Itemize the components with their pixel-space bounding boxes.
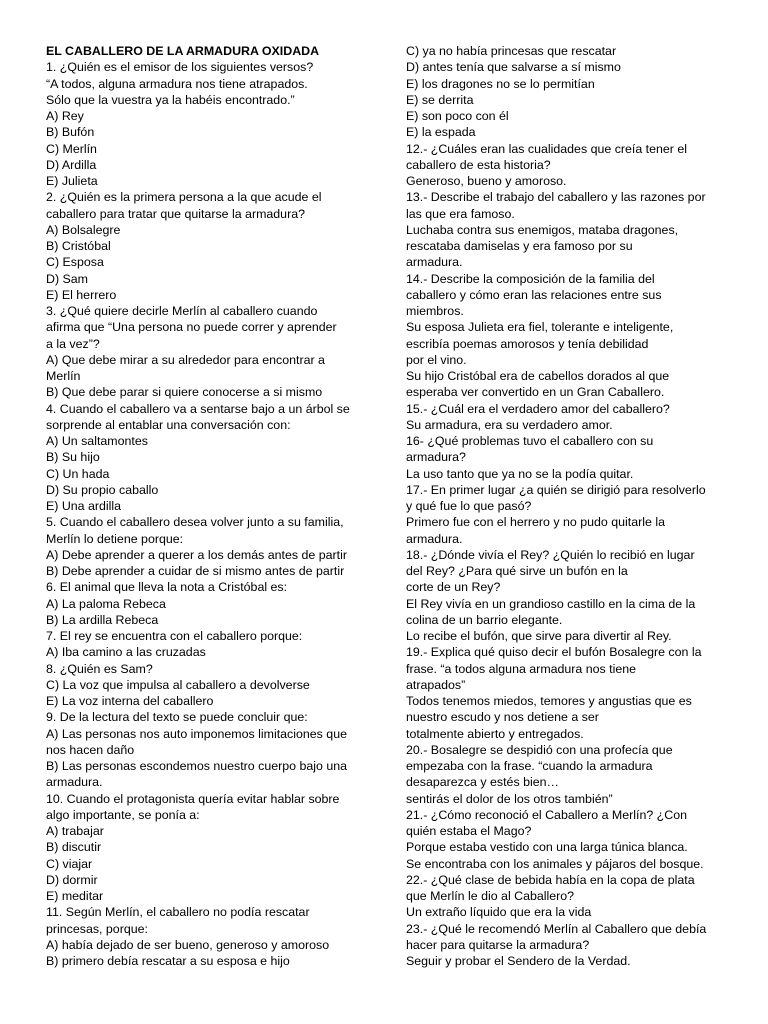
- text-line: C) Un hada: [46, 466, 110, 481]
- text-line: armadura?: [406, 450, 466, 465]
- text-line: B) Que debe parar si quiere conocerse a si mismo: [46, 385, 323, 400]
- text-line: armadura.: [406, 531, 463, 546]
- text-line: totalmente abierto y entregados.: [406, 726, 584, 741]
- text-line: D) Su propio caballo: [46, 482, 159, 497]
- text-line: A) Que debe mirar a su alrededor para encontrar a: [46, 352, 325, 367]
- text-line: que Merlín le dio al Caballero?: [406, 889, 575, 903]
- text-line: Un extraño líquido que era la vida: [406, 905, 592, 920]
- text-line: C) Merlín: [46, 141, 97, 156]
- text-line: 19.- Explica qué quiso decir el bufón Bosalegre con la: [406, 645, 702, 660]
- text-line: C) La voz que impulsa al caballero a devolverse: [46, 677, 310, 692]
- text-line: 6. El animal que lleva la nota a Cristóbal es:: [46, 580, 288, 595]
- text-line: Lo recibe el bufón, que sirve para divertir al Rey.: [406, 629, 672, 643]
- text-line: a la vez”?: [46, 336, 100, 351]
- text-line: El Rey vivía en un grandioso castillo en la cima de la: [406, 596, 696, 611]
- text-line: 12.- ¿Cuáles eran las cualidades que creía tener el: [406, 141, 688, 156]
- text-line: 2. ¿Quién es la primera persona a la que acude el: [46, 190, 322, 205]
- text-line: 4. Cuando el caballero va a sentarse bajo a un árbol se: [46, 401, 350, 416]
- text-line: hacer para quitarse la armadura?: [406, 937, 590, 952]
- text-line: Porque estaba vestido con una larga túnica blanca.: [406, 840, 688, 855]
- text-line: empezaba con la frase. “cuando la armadura: [406, 759, 653, 773]
- text-line: 3. ¿Qué quiere decirle Merlín al caballero cuando: [46, 304, 318, 318]
- text-line: D) Ardilla: [46, 157, 97, 172]
- document-title: EL CABALLERO DE LA ARMADURA OXIDADA: [46, 44, 320, 58]
- text-line: 15.- ¿Cuál era el verdadero amor del caballero?: [406, 401, 670, 416]
- text-line: escribía poemas amorosos y tenía debilidad: [406, 336, 649, 351]
- text-line: princesas, porque:: [46, 921, 148, 936]
- text-line: nuestro escudo y nos detiene a ser: [406, 710, 599, 725]
- text-line: 5. Cuando el caballero desea volver junto a su familia,: [46, 515, 344, 530]
- text-line: 7. El rey se encuentra con el caballero porque:: [46, 629, 303, 643]
- text-line: E) Una ardilla: [46, 499, 122, 513]
- text-line: Su armadura, era su verdadero amor.: [406, 417, 613, 432]
- text-line: C) viajar: [46, 856, 93, 871]
- text-line: Sólo que la vuestra ya la habéis encontrado.”: [46, 92, 295, 107]
- text-line: B) Debe aprender a cuidar de si mismo antes de partir: [46, 564, 345, 578]
- text-line: A) La paloma Rebeca: [46, 596, 166, 611]
- text-line: A) Debe aprender a querer a los demás antes de partir: [46, 547, 347, 562]
- text-line: D) Sam: [46, 271, 88, 286]
- text-line: armadura.: [46, 775, 103, 790]
- text-line: y qué fue lo que pasó?: [406, 499, 532, 513]
- text-line: 14.- Describe la composición de la familia del: [406, 271, 655, 286]
- text-line: 9. De la lectura del texto se puede concluir que:: [46, 710, 308, 725]
- text-line: 23.- ¿Qué le recomendó Merlín al Caballero que debía: [406, 921, 707, 936]
- text-line: Merlín lo detiene porque:: [46, 531, 184, 546]
- text-line: corte de un Rey?: [406, 580, 501, 595]
- text-line: B) Su hijo: [46, 450, 100, 465]
- text-line: E) los dragones no se lo permitían: [406, 76, 595, 91]
- text-line: B) discutir: [46, 840, 102, 855]
- text-line: algo importante, se ponía a:: [46, 807, 200, 822]
- text-line: E) Julieta: [46, 174, 98, 188]
- text-line: E) La voz interna del caballero: [46, 694, 214, 708]
- text-line: 11. Según Merlín, el caballero no podía rescatar: [46, 905, 310, 920]
- text-line: quién estaba el Mago?: [406, 824, 532, 838]
- text-line: B) La ardilla Rebeca: [46, 612, 159, 627]
- text-line: Luchaba contra sus enemigos, mataba dragones,: [406, 222, 679, 237]
- text-line: C) ya no había princesas que rescatar: [406, 44, 617, 58]
- text-line: 17.- En primer lugar ¿a quién se dirigió para resolverlo: [406, 482, 706, 497]
- text-line: E) El herrero: [46, 287, 117, 302]
- right-column: [406, 43, 736, 969]
- text-line: Su hijo Cristóbal era de cabellos dorados al que: [406, 369, 670, 383]
- text-line: 22.- ¿Qué clase de bebida había en la copa de plata: [406, 872, 695, 887]
- text-line: Todos tenemos miedos, temores y angustias que es: [406, 694, 692, 708]
- text-line: 21.- ¿Cómo reconoció el Caballero a Merlín? ¿Con: [406, 807, 687, 822]
- text-line: E) se derrita: [406, 92, 474, 107]
- text-line: A) Rey: [46, 109, 84, 123]
- text-line: Seguir y probar el Sendero de la Verdad.: [406, 954, 631, 968]
- text-line: las que era famoso.: [406, 206, 515, 221]
- text-line: atrapados”: [406, 677, 466, 692]
- text-line: B) Las personas escondemos nuestro cuerpo bajo una: [46, 759, 348, 773]
- text-line: D) antes tenía que salvarse a sí mismo: [406, 60, 621, 75]
- text-line: Se encontraba con los animales y pájaros del bosque.: [406, 856, 704, 871]
- left-column: [46, 43, 371, 969]
- text-line: colina de un barrio elegante.: [406, 612, 563, 627]
- text-line: caballero para tratar que quitarse la armadura?: [46, 206, 305, 221]
- text-line: A) Iba camino a las cruzadas: [46, 645, 206, 660]
- text-line: “A todos, alguna armadura nos tiene atrapados.: [46, 76, 308, 91]
- text-line: 1. ¿Quién es el emisor de los siguientes versos?: [46, 60, 314, 75]
- text-line: C) Esposa: [46, 255, 104, 270]
- text-line: sentirás el dolor de los otros también”: [406, 791, 613, 806]
- text-line: 20.- Bosalegre se despidió con una profecía que: [406, 742, 673, 757]
- text-line: D) dormir: [46, 872, 98, 887]
- text-line: B) Cristóbal: [46, 239, 111, 253]
- text-line: Primero fue con el herrero y no pudo quitarle la: [406, 515, 665, 530]
- text-line: B) Bufón: [46, 125, 95, 140]
- text-line: caballero de esta historia?: [406, 157, 551, 172]
- text-line: desaparezca y estés bien…: [406, 775, 559, 790]
- text-line: 8. ¿Quién es Sam?: [46, 661, 153, 676]
- text-line: nos hacen daño: [46, 742, 135, 757]
- text-line: frase. “a todos alguna armadura nos tiene: [406, 661, 637, 676]
- text-line: del Rey? ¿Para qué sirve un bufón en la: [406, 564, 628, 578]
- text-line: rescataba damiselas y era famoso por su: [406, 239, 633, 253]
- text-line: 16- ¿Qué problemas tuvo el caballero con su: [406, 434, 654, 448]
- text-line: E) la espada: [406, 125, 476, 140]
- text-line: A) Las personas nos auto imponemos limitaciones que: [46, 726, 347, 741]
- text-line: 10. Cuando el protagonista quería evitar hablar sobre: [46, 791, 340, 806]
- text-line: 18.- ¿Dónde vivía el Rey? ¿Quién lo recibió en lugar: [406, 547, 695, 562]
- text-line: La uso tanto que ya no se la podía quitar.: [406, 466, 634, 481]
- text-line: esperaba ver convertido en un Gran Caballero.: [406, 385, 665, 400]
- text-line: A) Bolsalegre: [46, 222, 121, 237]
- text-line: A) trabajar: [46, 824, 104, 838]
- text-line: B) primero debía rescatar a su esposa e hijo: [46, 954, 290, 968]
- text-line: 13.- Describe el trabajo del caballero y las razones por: [406, 190, 706, 205]
- text-line: por el vino.: [406, 352, 467, 367]
- text-line: A) había dejado de ser bueno, generoso y amoroso: [46, 937, 330, 952]
- right-question-list: [406, 43, 736, 969]
- text-line: caballero y cómo eran las relaciones entre sus: [406, 287, 662, 302]
- text-line: afirma que “Una persona no puede correr y aprender: [46, 320, 337, 335]
- text-line: E) meditar: [46, 889, 104, 903]
- text-line: Generoso, bueno y amoroso.: [406, 174, 567, 188]
- text-line: sorprende al entablar una conversación con:: [46, 417, 291, 432]
- text-line: E) son poco con él: [406, 109, 509, 123]
- text-line: miembros.: [406, 304, 464, 318]
- text-line: armadura.: [406, 255, 463, 270]
- text-line: Merlín: [46, 369, 81, 383]
- left-question-list: [46, 59, 371, 969]
- text-line: A) Un saltamontes: [46, 434, 148, 448]
- text-line: Su esposa Julieta era fiel, tolerante e inteligente,: [406, 320, 674, 335]
